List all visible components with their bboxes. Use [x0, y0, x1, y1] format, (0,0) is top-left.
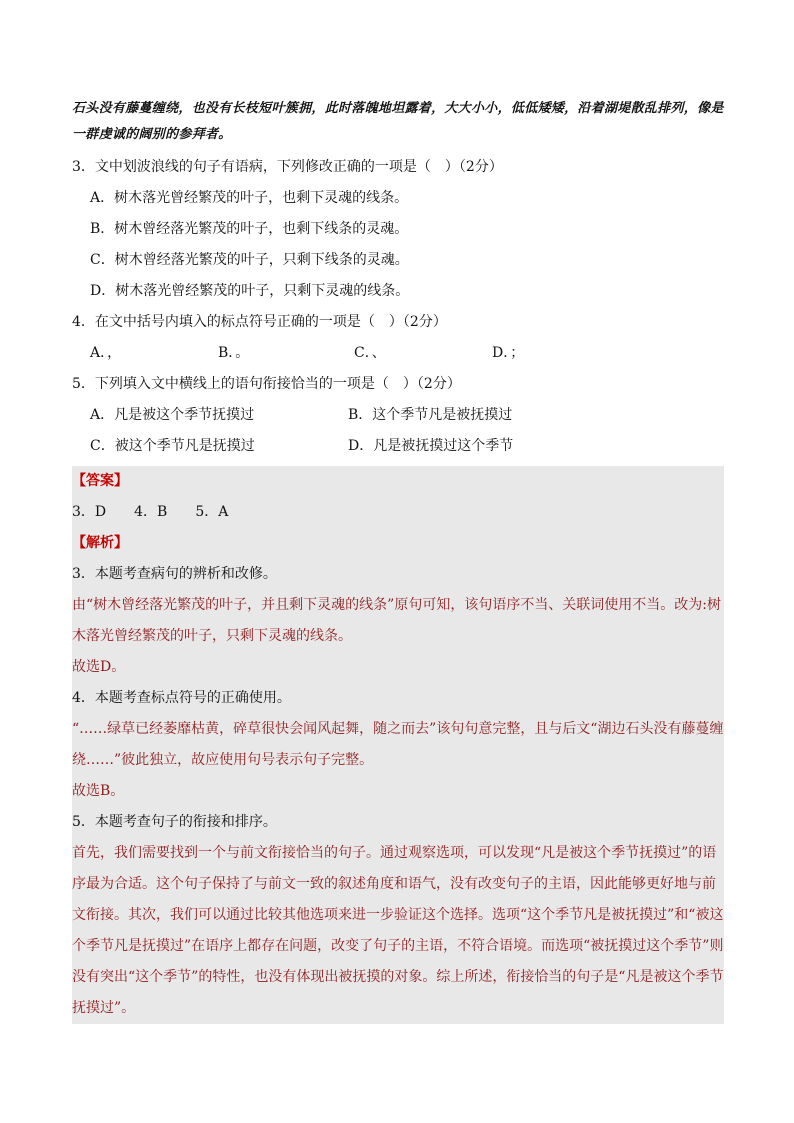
question-4-options — [90, 338, 724, 369]
question-3-stem: 3．文中划波浪线的句子有语病，下列修改正确的一项是（ ）（2分） — [72, 159, 503, 175]
question-4-stem: 4．在文中括号内填入的标点符号正确的一项是（ ）（2分） — [72, 314, 447, 330]
question-5-option-d: D．凡是被抚摸过这个季节 — [348, 438, 514, 454]
analysis-q4-conclusion: 故选B。 — [72, 783, 125, 799]
question-3-option-a: A．树木落光曾经繁茂的叶子，也剩下灵魂的线条。 — [90, 190, 409, 206]
analysis-q3-conclusion: 故选D。 — [72, 659, 126, 675]
question-3-option-d: D．树木落光曾经繁茂的叶子，只剩下灵魂的线条。 — [90, 283, 410, 299]
answer-line: 3．D 4．B 5．A — [72, 504, 229, 520]
answer-title: 【答案】 — [72, 473, 128, 489]
question-5-options-row-1 — [90, 400, 724, 431]
passage-text: 石头没有藤蔓缠绕，也没有长枝短叶簇拥，此时落魄地坦露着，大大小小，低低矮矮，沿着湖堤散乱排列，像是一群虔诚的阔别的参拜者。 — [72, 101, 724, 142]
question-5-options-row-2 — [90, 431, 724, 462]
question-4-option-a: A．， — [90, 345, 122, 361]
analysis-q4-body: “……绿草已经萎靡枯黄，碎草很快会闻风起舞，随之而去”该句句意完整，且与后文“湖边石头没有藤蔓缠绕……”彼此独立，故应使用句号表示句子完整。 — [72, 721, 724, 768]
question-4-option-c: C．、 — [354, 345, 386, 361]
answer-analysis-block — [72, 466, 724, 1024]
question-5-option-b: B．这个季节凡是被抚摸过 — [348, 407, 513, 423]
question-4-option-b: B．。 — [218, 345, 250, 361]
question-3-option-c: C．树木曾经落光繁茂的叶子，只剩下线条的灵魂。 — [90, 252, 409, 268]
analysis-q5-head: 5．本题考查句子的衔接和排序。 — [72, 814, 277, 830]
analysis-q4-head: 4．本题考查标点符号的正确使用。 — [72, 690, 291, 706]
question-5-option-a: A．凡是被这个季节抚摸过 — [90, 407, 255, 423]
analysis-q3-head: 3．本题考查病句的辨析和改修。 — [72, 566, 277, 582]
question-4-option-d: D．； — [492, 345, 525, 361]
question-5-stem: 5．下列填入文中横线上的语句衔接恰当的一项是（ ）（2分） — [72, 376, 461, 392]
analysis-title: 【解析】 — [72, 535, 128, 551]
question-5-option-c: C．被这个季节凡是抚摸过 — [90, 438, 255, 454]
analysis-q5-body: 首先，我们需要找到一个与前文衔接恰当的句子。通过观察选项，可以发现“凡是被这个季节抚摸过”的语序最为合适。这个句子保持了与前文一致的叙述角度和语气，没有改变句子的主语，因此能够更好地与前文衔接。其次，我们可以通过比较其他选项来进一步验证这个选择。选项“这个季节凡是被抚摸过”和“被这个季节凡是抚摸过”在语序上都存在问题，改变了句子的主语，不符合语境。而选项“被抚摸过这个季节”则没有突出“这个季节”的特性，也没有体现出被抚摸的对象。综上所述，衔接恰当的句子是“凡是被这个季节抚摸过”。 — [72, 845, 724, 1016]
question-3-option-b: B．树木曾经落光繁茂的叶子，也剩下线条的灵魂。 — [90, 221, 409, 237]
document-page — [72, 96, 724, 1024]
analysis-q3-body: 由“树木曾经落光繁茂的叶子，并且剩下灵魂的线条”原句可知，该句语序不当、关联词使用不当。改为:树木落光曾经繁茂的叶子，只剩下灵魂的线条。 — [72, 597, 722, 644]
